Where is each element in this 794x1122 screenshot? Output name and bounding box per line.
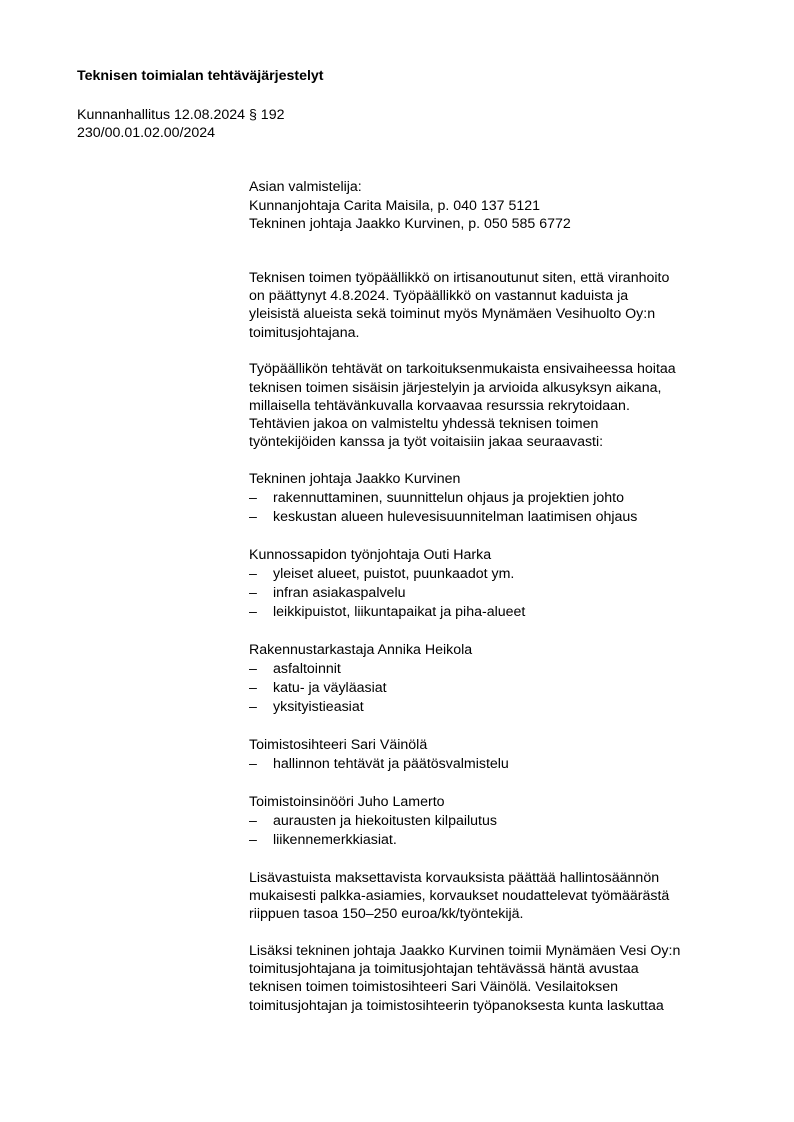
assignment-role: Tekninen johtaja Jaakko Kurvinen bbox=[249, 470, 461, 487]
paragraph-line: on päättynyt 4.8.2024. Työpäällikkö on vastannut kaduista ja bbox=[249, 288, 629, 305]
task-text: infran asiakaspalvelu bbox=[273, 585, 406, 602]
paragraph-line: riippuen tasoa 150–250 euroa/kk/työntekijä. bbox=[249, 906, 524, 923]
paragraph-line: Tehtävien jakoa on valmisteltu yhdessä teknisen toimen bbox=[249, 415, 599, 432]
record-number: 230/00.01.02.00/2024 bbox=[77, 125, 216, 142]
task-text: keskustan alueen hulevesisuunnitelman laatimisen ohjaus bbox=[273, 509, 638, 526]
intro-paragraph bbox=[249, 269, 769, 342]
dash-bullet: – bbox=[249, 699, 257, 716]
task-text: leikkipuistot, liikuntapaikat ja piha-alueet bbox=[273, 604, 526, 621]
closing-paragraph bbox=[249, 869, 769, 924]
assignment-role: Rakennustarkastaja Annika Heikola bbox=[249, 642, 473, 658]
assignment-role: Toimistosihteeri Sari Väinölä bbox=[249, 737, 428, 754]
dash-bullet: – bbox=[249, 812, 257, 829]
task-item bbox=[249, 508, 769, 527]
task-item bbox=[249, 660, 769, 679]
assignment-role: Kunnossapidon työnjohtaja Outi Harka bbox=[249, 546, 492, 563]
task-item bbox=[249, 565, 769, 584]
paragraph-line: yleisistä alueista sekä toiminut myös Mynämäen Vesihuolto Oy:n bbox=[249, 306, 656, 323]
assignment-group bbox=[249, 546, 769, 623]
meeting-line: Kunnanhallitus 12.08.2024 § 192 bbox=[77, 107, 285, 123]
preparer-block bbox=[249, 178, 571, 234]
task-text: asfaltoinnit bbox=[273, 661, 341, 677]
dash-bullet: – bbox=[249, 604, 257, 621]
assignment-group bbox=[249, 736, 769, 774]
dash-bullet: – bbox=[249, 509, 257, 526]
dash-bullet: – bbox=[249, 565, 257, 582]
task-item bbox=[249, 489, 769, 508]
paragraph-line: teknisen toimen toimistosihteeri Sari Väinölä. Vesilaitoksen bbox=[249, 979, 619, 996]
paragraph-line: millaisella tehtävänkuvalla korvaavaa resurssia rekrytoidaan. bbox=[249, 397, 630, 414]
dash-bullet: – bbox=[249, 832, 257, 849]
task-item bbox=[249, 603, 769, 622]
dash-bullet: – bbox=[249, 661, 257, 677]
dash-bullet: – bbox=[249, 680, 257, 697]
preparer-line: Kunnanjohtaja Carita Maisila, p. 040 137 5121 bbox=[249, 197, 541, 214]
assignment-group bbox=[249, 641, 769, 718]
task-text: liikennemerkkiasiat. bbox=[273, 832, 397, 849]
paragraph-line: teknisen toimen sisäisin järjestelyin ja arvioida alkusyksyn aikana, bbox=[249, 379, 662, 396]
preparer-line: Tekninen johtaja Jaakko Kurvinen, p. 050 585 6772 bbox=[249, 216, 571, 232]
document-body bbox=[249, 269, 769, 1015]
task-text: aurausten ja hiekoitusten kilpailutus bbox=[273, 812, 497, 829]
task-item bbox=[249, 831, 769, 850]
paragraph-line: toimitusjohtajana ja toimitusjohtajan tehtävässä häntä avustaa bbox=[249, 961, 639, 978]
assignment-group bbox=[249, 470, 769, 527]
document-title: Teknisen toimialan tehtäväjärjestelyt bbox=[77, 68, 324, 84]
paragraph-line: Työpäällikön tehtävät on tarkoituksenmukaista ensivaiheessa hoitaa bbox=[249, 361, 676, 378]
task-text: katu- ja väyläasiat bbox=[273, 680, 387, 697]
task-item bbox=[249, 755, 769, 774]
paragraph-line: Lisävastuista maksettavista korvauksista päättää hallintosäännön bbox=[249, 869, 660, 886]
paragraph-line: Teknisen toimen työpäällikkö on irtisanoutunut siten, että viranhoito bbox=[249, 270, 670, 286]
task-item bbox=[249, 584, 769, 603]
dash-bullet: – bbox=[249, 489, 257, 506]
dash-bullet: – bbox=[249, 585, 257, 602]
task-item bbox=[249, 679, 769, 698]
paragraph-line: toimitusjohtajan ja toimistosihteerin työpanoksesta kunta laskuttaa bbox=[249, 997, 664, 1014]
paragraph-line: toimitusjohtajana. bbox=[249, 324, 360, 341]
closing-paragraph bbox=[249, 942, 769, 1015]
assignment-group bbox=[249, 793, 769, 850]
paragraph-line: Lisäksi tekninen johtaja Jaakko Kurvinen toimii Mynämäen Vesi Oy:n bbox=[249, 943, 681, 960]
task-item bbox=[249, 812, 769, 831]
paragraph-line: työntekijöiden kanssa ja työt voitaisiin jakaa seuraavasti: bbox=[249, 434, 604, 451]
paragraph-line: mukaisesti palkka-asiamies, korvaukset noudattelevat työmäärästä bbox=[249, 888, 670, 905]
task-text: rakennuttaminen, suunnittelun ohjaus ja projektien johto bbox=[273, 489, 624, 506]
dash-bullet: – bbox=[249, 756, 257, 773]
meeting-info bbox=[77, 106, 284, 143]
task-text: yleiset alueet, puistot, puunkaadot ym. bbox=[273, 565, 515, 582]
preparer-heading: Asian valmistelija: bbox=[249, 179, 362, 195]
task-text: hallinnon tehtävät ja päätösvalmistelu bbox=[273, 756, 509, 773]
intro-paragraph bbox=[249, 360, 769, 451]
task-item bbox=[249, 698, 769, 717]
task-text: yksityistieasiat bbox=[273, 699, 364, 716]
assignment-role: Toimistoinsinööri Juho Lamerto bbox=[249, 793, 445, 810]
